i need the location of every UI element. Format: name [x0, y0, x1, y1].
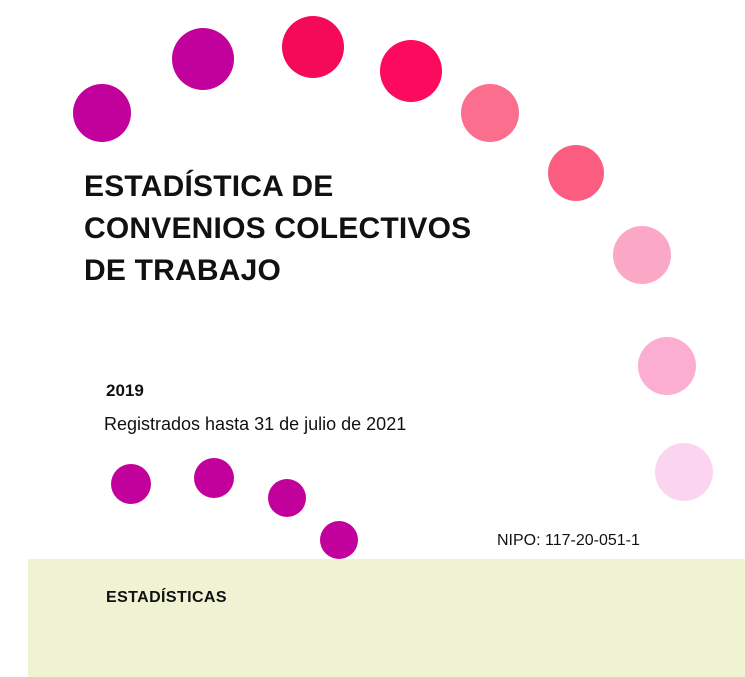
dot-lower-1 [111, 464, 151, 504]
page-title [84, 166, 554, 292]
dot-arc-7 [613, 226, 671, 284]
dot-arc-2 [172, 28, 234, 90]
dot-arc-1 [73, 84, 131, 142]
dot-arc-4 [380, 40, 442, 102]
dot-lower-3 [268, 479, 306, 517]
footer-label: ESTADÍSTICAS [106, 589, 227, 606]
subtitle-registration-date: Registrados hasta 31 de julio de 2021 [104, 414, 407, 434]
footer-band [28, 559, 745, 677]
dot-lower-4 [320, 521, 358, 559]
page-title-line-2: CONVENIOS COLECTIVOS [84, 212, 472, 245]
page-title-line-1: ESTADÍSTICA DE [84, 170, 334, 203]
dot-arc-8 [638, 337, 696, 395]
dot-arc-9 [655, 443, 713, 501]
page-title-line-3: DE TRABAJO [84, 254, 282, 287]
dot-arc-3 [282, 16, 344, 78]
reference-year: 2019 [106, 381, 144, 400]
nipo-code: NIPO: 117-20-051-1 [497, 532, 640, 549]
dot-arc-6 [548, 145, 604, 201]
dot-arc-5 [461, 84, 519, 142]
dot-lower-2 [194, 458, 234, 498]
